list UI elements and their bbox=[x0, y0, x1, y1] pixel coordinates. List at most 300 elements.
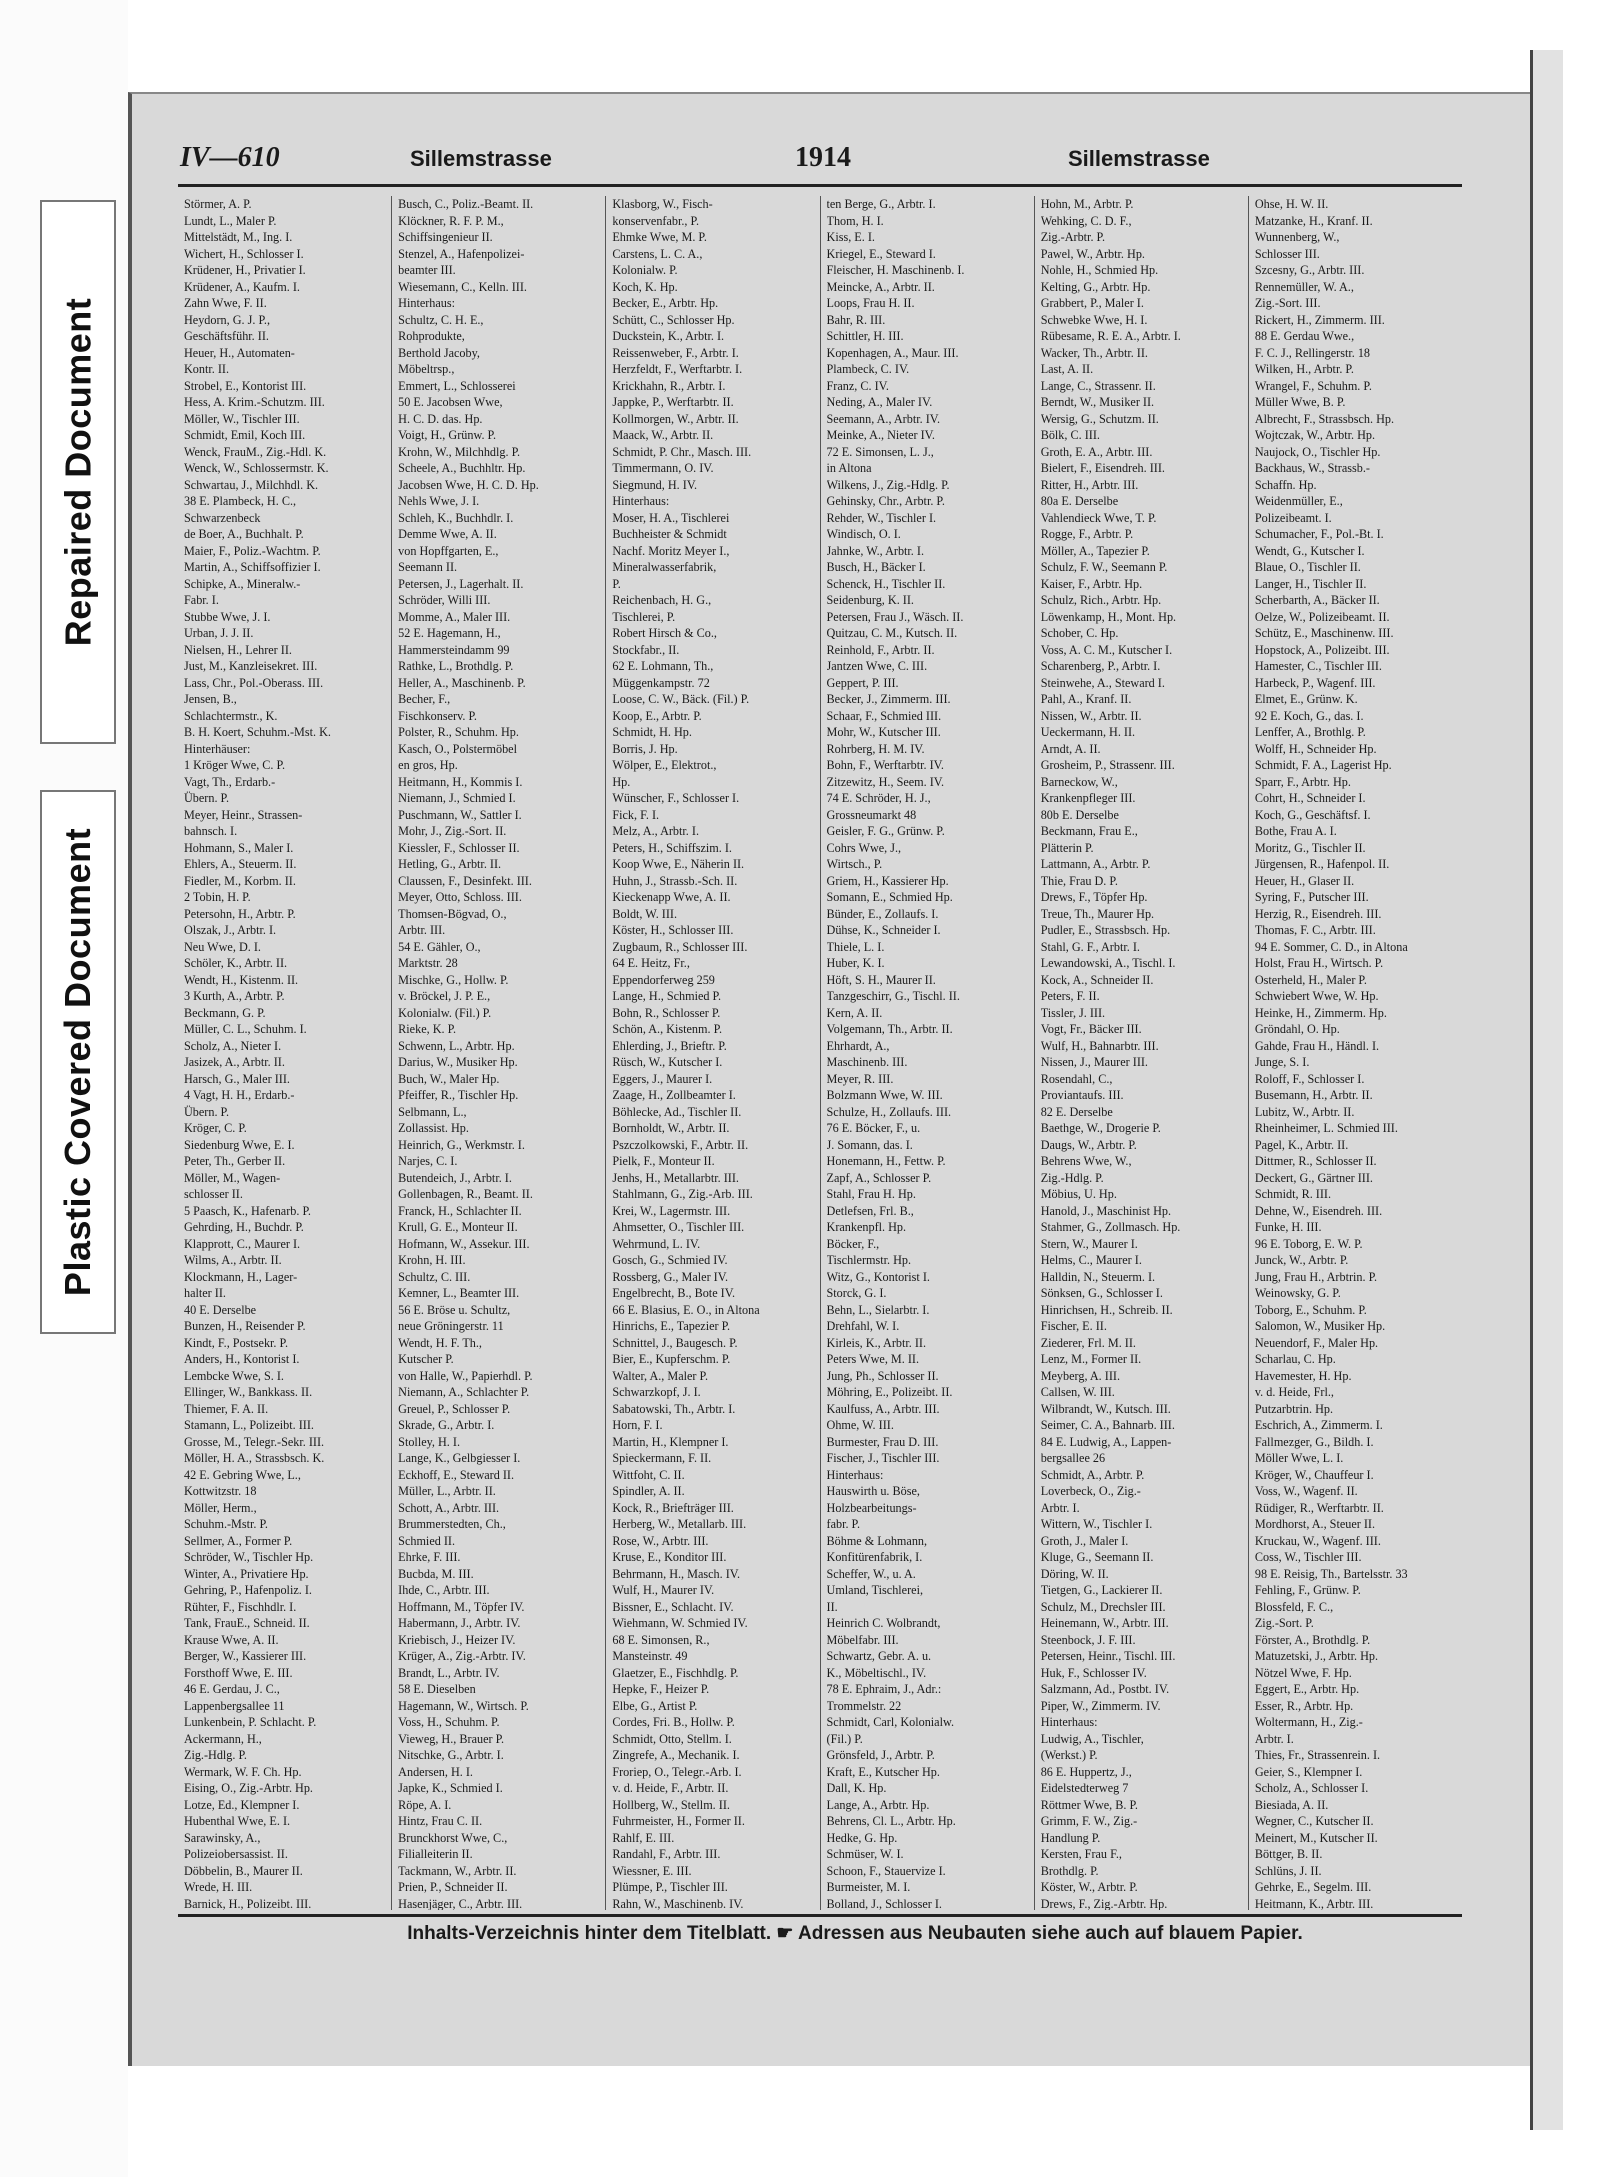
directory-entry: Scharenberg, P., Arbtr. I. bbox=[1040, 659, 1161, 673]
directory-entry: Thom, H. I. bbox=[826, 213, 884, 228]
directory-entry: Niemann, J., Schmied I. bbox=[398, 791, 516, 805]
directory-entry: Roloff, F., Schlosser I. bbox=[1254, 1071, 1365, 1086]
directory-entry: Schmidt, A., Arbtr. P. bbox=[1040, 1467, 1145, 1482]
directory-entry: Winter, A., Privatiere Hp. bbox=[184, 1566, 309, 1581]
directory-entry: Bothe, Frau A. I. bbox=[1254, 824, 1337, 838]
directory-entry: Lattmann, A., Arbtr. P. bbox=[1040, 857, 1151, 871]
directory-entry: Tank, FrauE., Schneid. II. bbox=[184, 1616, 310, 1630]
directory-entry: Rühter, F., Fischhdlr. I. bbox=[184, 1599, 297, 1614]
directory-entry: Schmidt, F. A., Lagerist Hp. bbox=[1254, 758, 1392, 772]
directory-entry: (Fil.) P. bbox=[826, 1731, 863, 1746]
directory-entry: Zapf, A., Schlosser P. bbox=[826, 1170, 932, 1185]
footer-rule bbox=[178, 1914, 1462, 1917]
directory-entry: Löwenkamp, H., Mont. Hp. bbox=[1040, 609, 1177, 624]
directory-entry: Mordhorst, A., Steuer II. bbox=[1254, 1517, 1376, 1531]
directory-entry: Schmidt, P. Chr., Masch. III. bbox=[612, 444, 752, 459]
directory-entry: Möbeltrsp., bbox=[398, 362, 455, 376]
directory-entry: Glaetzer, E., Fischhdlg. P. bbox=[612, 1665, 739, 1680]
directory-entry: von Hopffgarten, E., bbox=[398, 543, 499, 558]
directory-entry: Peters Wwe, M. II. bbox=[826, 1352, 920, 1366]
directory-entry: Fehling, F., Grünw. P. bbox=[1254, 1583, 1361, 1597]
directory-entry: Barnick, H., Polizeibt. III. bbox=[184, 1896, 312, 1910]
directory-entry: Behrens Wwe, W., bbox=[1040, 1154, 1132, 1168]
directory-entry: 54 E. Gähler, O., bbox=[398, 939, 481, 954]
directory-entry: Nehls Wwe, J. I. bbox=[398, 494, 480, 508]
directory-entry: Plambeck, C. IV. bbox=[826, 362, 910, 376]
directory-entry: Jung, Ph., Schlosser II. bbox=[826, 1368, 939, 1383]
directory-entry: Naujock, O., Tischler Hp. bbox=[1254, 444, 1381, 459]
directory-entry: Kock, R., Briefträger III. bbox=[612, 1500, 734, 1515]
directory-entry: Bünder, E., Zollaufs. I. bbox=[826, 906, 939, 921]
directory-entry: Stahl, Frau H. Hp. bbox=[826, 1187, 916, 1201]
directory-entry: Wulf, H., Maurer IV. bbox=[612, 1583, 715, 1597]
directory-entry: Kruckau, W., Wagenf. III. bbox=[1254, 1533, 1381, 1548]
directory-entry: Kruse, E., Konditor III. bbox=[612, 1550, 727, 1564]
directory-entry: Bunzen, H., Reisender P. bbox=[184, 1319, 306, 1333]
directory-entry: Meyer, Heinr., Strassen- bbox=[184, 807, 303, 822]
directory-entry: Rathke, L., Brothdlg. P. bbox=[398, 659, 514, 673]
directory-entry: Huk, F., Schlosser IV. bbox=[1040, 1665, 1147, 1680]
directory-entry: Weinowsky, G. P. bbox=[1254, 1286, 1341, 1300]
directory-entry: Ehrhardt, A., bbox=[826, 1038, 890, 1053]
directory-entry: Zig.-Hdlg. P. bbox=[184, 1748, 247, 1762]
directory-entry: Urban, J. J. II. bbox=[184, 626, 254, 640]
directory-entry: Köster, W., Arbtr. P. bbox=[1040, 1880, 1138, 1894]
directory-entry: Matzanke, H., Kranf. II. bbox=[1254, 213, 1373, 228]
directory-entry: Müggenkampstr. 72 bbox=[612, 675, 710, 690]
directory-entry: Anders, H., Kontorist I. bbox=[184, 1352, 300, 1366]
directory-entry: Osterheld, H., Maler P. bbox=[1254, 972, 1367, 987]
directory-entry: v. d. Heide, Frl., bbox=[1254, 1385, 1334, 1399]
directory-entry: Heydorn, G. J. P., bbox=[184, 312, 270, 327]
directory-entry: Bier, E., Kupferschm. P. bbox=[612, 1352, 731, 1366]
directory-entry: Stahmer, G., Zollmasch. Hp. bbox=[1040, 1220, 1181, 1234]
directory-entry: Möller Wwe, L. I. bbox=[1254, 1451, 1344, 1465]
directory-entry: Schwebke Wwe, H. I. bbox=[1040, 312, 1148, 327]
directory-entry: Bucbda, M. III. bbox=[398, 1566, 474, 1581]
directory-entry: Bolzmann Wwe, W. III. bbox=[826, 1088, 943, 1102]
directory-entry: Schwiebert Wwe, W. Hp. bbox=[1254, 989, 1379, 1003]
directory-entry: Krohn, H. III. bbox=[398, 1253, 466, 1267]
header-rule bbox=[178, 184, 1462, 187]
directory-entry: Japke, K., Schmied I. bbox=[398, 1781, 503, 1795]
directory-entry: Fick, F. I. bbox=[612, 807, 660, 822]
directory-entry: Berthold Jacoby, bbox=[398, 345, 480, 360]
directory-entry: Fleischer, H. Maschinenb. I. bbox=[826, 263, 965, 277]
directory-entry: Meyer, Otto, Schloss. III. bbox=[398, 890, 522, 904]
directory-entry: Klapprott, C., Maurer I. bbox=[184, 1236, 301, 1251]
directory-entry: Dühse, K., Schneider I. bbox=[826, 923, 941, 937]
directory-entry: Petersen, Frau J., Wäsch. II. bbox=[826, 609, 964, 624]
directory-entry: konservenfabr., P. bbox=[612, 213, 699, 228]
directory-entry: Hinrichs, E., Tapezier P. bbox=[612, 1319, 731, 1333]
plastic-covered-label bbox=[40, 790, 116, 1334]
directory-entry: Eckhoff, E., Steward II. bbox=[398, 1467, 515, 1482]
directory-entry: Möller, M., Wagen- bbox=[184, 1170, 281, 1185]
directory-entry: Wichert, H., Schlosser I. bbox=[184, 246, 304, 261]
directory-entry: Jensen, B., bbox=[184, 692, 237, 706]
directory-entry: Schlüns, J. II. bbox=[1254, 1863, 1322, 1878]
directory-entry: Pfeiffer, R., Tischler Hp. bbox=[398, 1088, 519, 1102]
directory-entry: Lange, C., Strassenr. II. bbox=[1040, 378, 1156, 393]
directory-entry: Döbbelin, B., Maurer II. bbox=[184, 1863, 303, 1878]
directory-entry: Sönksen, G., Schlosser I. bbox=[1040, 1286, 1163, 1300]
directory-entry: Schulze, H., Zollaufs. III. bbox=[826, 1104, 952, 1119]
directory-entry: Schmidt, H. Hp. bbox=[612, 725, 692, 739]
directory-entry: Hess, A. Krim.-Schutzm. III. bbox=[184, 395, 325, 409]
directory-entry: 84 E. Ludwig, A., Lappen- bbox=[1040, 1434, 1172, 1449]
directory-entry: Böhlecke, Ad., Tischler II. bbox=[612, 1104, 742, 1119]
directory-entry: Rahlf, E. III. bbox=[612, 1830, 675, 1845]
directory-entry: Polizeiobersassist. II. bbox=[184, 1847, 288, 1861]
directory-entry: Groth, E. A., Arbtr. III. bbox=[1040, 444, 1153, 459]
directory-entry: Tietgen, G., Lackierer II. bbox=[1040, 1583, 1163, 1597]
directory-entry: Vahlendieck Wwe, T. P. bbox=[1040, 510, 1157, 525]
directory-entry: Froriep, O., Telegr.-Arb. I. bbox=[612, 1764, 742, 1779]
directory-entry: 38 E. Plambeck, H. C., bbox=[184, 494, 297, 508]
directory-entry: Möller, Herm., bbox=[184, 1500, 257, 1515]
directory-entry: Duckstein, K., Arbtr. I. bbox=[612, 329, 725, 343]
directory-entry: Lembcke Wwe, S. I. bbox=[184, 1368, 284, 1383]
directory-entry: Brothdlg. P. bbox=[1040, 1863, 1099, 1878]
directory-entry: 62 E. Lohmann, Th., bbox=[612, 659, 714, 673]
directory-entry: 58 E. Dieselben bbox=[398, 1682, 476, 1696]
directory-entry: Stenzel, A., Hafenpolizei- bbox=[398, 246, 525, 261]
directory-entry: Loverbeck, O., Zig.- bbox=[1040, 1484, 1141, 1498]
directory-entry: Strobel, E., Kontorist III. bbox=[184, 378, 307, 393]
directory-entry: Wermark, W. F. Ch. Hp. bbox=[184, 1764, 302, 1779]
directory-entry: Becher, F., bbox=[398, 692, 451, 706]
directory-entry: Ellinger, W., Bankkass. II. bbox=[184, 1385, 313, 1399]
directory-entry: Blossfeld, F. C., bbox=[1254, 1599, 1334, 1614]
directory-entry: Fiedler, M., Korbm. II. bbox=[184, 873, 296, 888]
directory-entry: Demme Wwe, A. II. bbox=[398, 527, 497, 541]
directory-entry: Seemann II. bbox=[398, 560, 458, 574]
directory-entry: Wenck, W., Schlossermstr. K. bbox=[184, 461, 329, 475]
directory-entry: Prien, P., Schneider II. bbox=[398, 1880, 508, 1894]
directory-entry: bergsallee 26 bbox=[1040, 1451, 1106, 1465]
directory-entry: Toborg, E., Schuhm. P. bbox=[1254, 1302, 1367, 1317]
directory-entry: Darius, W., Musiker Hp. bbox=[398, 1055, 518, 1069]
directory-entry: Franck, H., Schlachter II. bbox=[398, 1203, 522, 1218]
directory-entry: Schmidt, Otto, Stellm. I. bbox=[612, 1731, 732, 1746]
directory-entry: schlosser II. bbox=[184, 1187, 243, 1201]
directory-entry: Schröder, Willi III. bbox=[398, 593, 491, 607]
directory-entry: Kelting, G., Arbtr. Hp. bbox=[1040, 279, 1151, 294]
directory-entry: Schaffn. Hp. bbox=[1254, 477, 1317, 492]
directory-entry: Röttmer Wwe, B. P. bbox=[1040, 1797, 1138, 1812]
directory-entry: Dehne, W., Eisendreh. III. bbox=[1254, 1203, 1383, 1218]
directory-entry: Kirleis, K., Arbtr. II. bbox=[826, 1335, 927, 1350]
directory-entry: Böcker, F., bbox=[826, 1236, 880, 1251]
directory-entry: Thies, Fr., Strassenrein. I. bbox=[1254, 1748, 1381, 1762]
directory-entry: Krüdener, A., Kaufm. I. bbox=[184, 279, 300, 294]
directory-entry: Martin, A., Schiffsoffizier I. bbox=[184, 560, 321, 574]
directory-entry: Zig.-Hdlg. P. bbox=[1040, 1170, 1104, 1185]
directory-entry: Bolland, J., Schlosser I. bbox=[826, 1896, 942, 1910]
directory-entry: Kluge, G., Seemann II. bbox=[1040, 1550, 1154, 1564]
directory-entry: Maack, W., Arbtr. II. bbox=[612, 428, 714, 442]
directory-entry: Grossneumarkt 48 bbox=[826, 807, 917, 822]
directory-entry: Thie, Frau D. P. bbox=[1040, 873, 1118, 888]
directory-entry: H. C. D. das. Hp. bbox=[398, 411, 483, 426]
directory-entry: Salzmann, Ad., Postbt. IV. bbox=[1040, 1682, 1170, 1696]
directory-entry: Wilkens, J., Zig.-Hdlg. P. bbox=[826, 477, 950, 492]
directory-entry: Wittfoht, C. II. bbox=[612, 1467, 685, 1482]
directory-entry: Grosheim, P., Strassenr. III. bbox=[1040, 758, 1175, 772]
directory-entry: Niemann, A., Schlachter P. bbox=[398, 1385, 530, 1399]
directory-entry: Kollmorgen, W., Arbtr. II. bbox=[612, 411, 739, 426]
directory-entry: Koop Wwe, E., Näherin II. bbox=[612, 857, 745, 871]
directory-entry: Zig.-Sort. III. bbox=[1254, 296, 1321, 310]
directory-entry: Ohse, H. W. II. bbox=[1254, 197, 1329, 211]
directory-entry: Narjes, C. I. bbox=[398, 1154, 458, 1168]
directory-entry: Arndt, A. II. bbox=[1040, 741, 1101, 756]
directory-entry: Rohrberg, H. M. IV. bbox=[826, 741, 925, 756]
directory-entry: Fischkonserv. P. bbox=[398, 708, 477, 723]
directory-entry: Claussen, F., Desinfekt. III. bbox=[398, 873, 532, 888]
directory-entry: Ehrke, F. III. bbox=[398, 1550, 461, 1564]
directory-entry: Lubitz, W., Arbtr. II. bbox=[1254, 1104, 1355, 1119]
directory-entry: 94 E. Sommer, C. D., in Altona bbox=[1254, 939, 1408, 954]
directory-entry: Schwarzkopf, J. I. bbox=[612, 1385, 701, 1399]
directory-entry: P. bbox=[612, 576, 621, 591]
directory-entry: Störmer, A. P. bbox=[184, 197, 252, 211]
directory-entry: Buch, W., Maler Hp. bbox=[398, 1071, 500, 1086]
directory-entry: Schröder, W., Tischler Hp. bbox=[184, 1550, 314, 1564]
directory-entry: Möhring, E., Polizeibt. II. bbox=[826, 1385, 953, 1399]
directory-entry: Ritter, H., Arbtr. III. bbox=[1040, 477, 1139, 492]
directory-entry: Ludwig, A., Tischler, bbox=[1040, 1731, 1144, 1746]
directory-entry: Cohrs Wwe, J., bbox=[826, 840, 902, 855]
directory-entry: Woltermann, H., Zig.- bbox=[1254, 1715, 1363, 1729]
directory-entry: Meinke, A., Nieter IV. bbox=[826, 428, 935, 442]
directory-entry: Lewandowski, A., Tischl. I. bbox=[1040, 956, 1176, 970]
directory-entry: Eising, O., Zig.-Arbtr. Hp. bbox=[184, 1781, 313, 1795]
directory-entry: Walter, A., Maler P. bbox=[612, 1368, 709, 1383]
directory-entry: Krohn, W., Milchhdlg. P. bbox=[398, 444, 521, 459]
directory-entry: Heinemann, W., Arbtr. III. bbox=[1040, 1616, 1169, 1630]
directory-entry: Lappenbergsallee 11 bbox=[184, 1698, 285, 1713]
directory-entry: Konfitürenfabrik, I. bbox=[826, 1550, 923, 1564]
directory-column-6 bbox=[1249, 196, 1462, 1910]
directory-entry: Zingrefe, A., Mechanik. I. bbox=[612, 1748, 740, 1762]
directory-entry: Randahl, F., Arbtr. III. bbox=[612, 1847, 721, 1861]
directory-entry: Möller, W., Tischler III. bbox=[184, 411, 300, 426]
directory-entry: Mineralwasserfabrik, bbox=[612, 560, 717, 574]
directory-entry: 68 E. Simonsen, R., bbox=[612, 1632, 710, 1647]
directory-entry: Schmidt, Emil, Koch III. bbox=[184, 428, 306, 442]
directory-entry: Lotze, Ed., Klempner I. bbox=[184, 1797, 300, 1812]
directory-entry: Detlefsen, Frl. B., bbox=[826, 1203, 914, 1218]
directory-entry: Wojtczak, W., Arbtr. Hp. bbox=[1254, 428, 1376, 442]
directory-entry: Seidenburg, K. II. bbox=[826, 593, 914, 607]
directory-entry: Lass, Chr., Pol.-Oberass. III. bbox=[184, 675, 324, 690]
directory-entry: Hintz, Frau C. II. bbox=[398, 1814, 483, 1828]
directory-entry: Wendt, G., Kutscher I. bbox=[1254, 543, 1365, 558]
directory-entry: Junge, S. I. bbox=[1254, 1055, 1310, 1069]
directory-entry: 56 E. Bröse u. Schultz, bbox=[398, 1302, 511, 1317]
directory-entry: Hetling, G., Arbtr. II. bbox=[398, 857, 502, 871]
directory-entry: Schulz, Rich., Arbtr. Hp. bbox=[1040, 593, 1162, 607]
directory-entry: Fischer, J., Tischler III. bbox=[826, 1451, 940, 1465]
directory-entry: Grosse, M., Telegr.-Sekr. III. bbox=[184, 1434, 325, 1449]
directory-entry: Dittmer, R., Schlosser II. bbox=[1254, 1154, 1377, 1168]
directory-entry: Kern, A. II. bbox=[826, 1005, 883, 1020]
directory-entry: Weidenmüller, E., bbox=[1254, 494, 1343, 508]
directory-entry: Hepke, F., Heizer P. bbox=[612, 1682, 710, 1696]
directory-entry: (Werkst.) P. bbox=[1040, 1748, 1098, 1762]
directory-entry: Hasenjäger, C., Arbtr. III. bbox=[398, 1896, 523, 1910]
directory-entry: Schwenn, L., Arbtr. Hp. bbox=[398, 1038, 515, 1053]
directory-entry: Just, M., Kanzleisekret. III. bbox=[184, 659, 318, 673]
directory-entry: Tackmann, W., Arbtr. II. bbox=[398, 1863, 517, 1878]
directory-entry: Sellmer, A., Former P. bbox=[184, 1533, 293, 1548]
directory-entry: Krickhahn, R., Arbtr. I. bbox=[612, 378, 726, 393]
directory-entry: Rohprodukte, bbox=[398, 329, 465, 343]
directory-entry: Olszak, J., Arbtr. I. bbox=[184, 923, 277, 937]
directory-entry: Schwartz, Gebr. A. u. bbox=[826, 1649, 932, 1663]
directory-entry: Ackermann, H., bbox=[184, 1731, 262, 1746]
directory-entry: Becker, E., Arbtr. Hp. bbox=[612, 296, 719, 310]
directory-entry: Meincke, A., Arbtr. II. bbox=[826, 279, 935, 294]
directory-entry: Arbtr. I. bbox=[1040, 1500, 1080, 1515]
directory-entry: Sabatowski, Th., Arbtr. I. bbox=[612, 1401, 736, 1416]
directory-entry: Schlachtermstr., K. bbox=[184, 708, 278, 723]
directory-entry: Proviantaufs. III. bbox=[1040, 1088, 1124, 1102]
directory-entry: Schöler, K., Arbtr. II. bbox=[184, 956, 288, 970]
directory-entry: K., Möbeltischl., IV. bbox=[826, 1665, 927, 1680]
directory-entry: 4 Vagt, H. H., Erdarb.- bbox=[184, 1088, 295, 1102]
directory-entry: F. C. J., Rellingerstr. 18 bbox=[1254, 345, 1371, 360]
directory-entry: Hinterhaus: bbox=[398, 296, 456, 310]
directory-column-4 bbox=[821, 196, 1035, 1910]
directory-entry: Kieckenapp Wwe, A. II. bbox=[612, 890, 731, 904]
directory-entry: halter II. bbox=[184, 1286, 226, 1300]
directory-column-5 bbox=[1035, 196, 1249, 1910]
directory-entry: Fallmezger, G., Bildh. I. bbox=[1254, 1434, 1374, 1449]
directory-entry: Klöckner, R. F. P. M., bbox=[398, 213, 504, 228]
directory-entry: Piper, W., Zimmerm. IV. bbox=[1040, 1698, 1161, 1713]
directory-entry: Oelze, W., Polizeibeamt. II. bbox=[1254, 609, 1390, 624]
directory-entry: Drews, F., Zig.-Arbtr. Hp. bbox=[1040, 1896, 1168, 1910]
directory-entry: Rickert, H., Zimmerm. III. bbox=[1254, 312, 1385, 327]
directory-entry: Lenffer, A., Brothlg. P. bbox=[1254, 725, 1366, 739]
year: 1914 bbox=[795, 142, 851, 173]
directory-entry: Robert Hirsch & Co., bbox=[612, 626, 717, 640]
directory-entry: Möbelfabr. III. bbox=[826, 1632, 899, 1647]
directory-entry: Windisch, O. I. bbox=[826, 527, 901, 541]
directory-entry: Rehder, W., Tischler I. bbox=[826, 510, 937, 525]
directory-entry: Voss, W., Wagenf. II. bbox=[1254, 1484, 1358, 1498]
directory-entry: Nissen, W., Arbtr. II. bbox=[1040, 708, 1142, 723]
directory-entry: Gollenbagen, R., Beamt. II. bbox=[398, 1187, 533, 1201]
directory-entry: Koop, E., Arbtr. P. bbox=[612, 708, 702, 723]
directory-entry: Wacker, Th., Arbtr. II. bbox=[1040, 345, 1148, 360]
directory-entry: Stern, W., Maurer I. bbox=[1040, 1236, 1138, 1251]
directory-entry: Hofmann, W., Assekur. III. bbox=[398, 1236, 530, 1251]
directory-entry: Schoon, F., Stauervize I. bbox=[826, 1863, 946, 1878]
directory-entry: Wrede, H. III. bbox=[184, 1880, 253, 1894]
directory-entry: Kindt, F., Postsekr. P. bbox=[184, 1335, 288, 1350]
directory-entry: Beckmann, Frau E., bbox=[1040, 824, 1138, 838]
directory-entry: Heuer, H., Glaser II. bbox=[1254, 873, 1355, 888]
directory-entry: Krei, W., Lagermstr. III. bbox=[612, 1203, 731, 1218]
directory-entry: v. d. Heide, F., Arbtr. II. bbox=[612, 1781, 729, 1795]
repaired-document-text: Repaired Document bbox=[57, 297, 99, 647]
directory-entry: Callsen, W. III. bbox=[1040, 1385, 1115, 1399]
directory-entry: Sparr, F., Arbtr. Hp. bbox=[1254, 774, 1351, 789]
directory-entry: Pagel, K., Arbtr. II. bbox=[1254, 1137, 1349, 1152]
directory-entry: Reissenweber, F., Arbtr. I. bbox=[612, 345, 739, 360]
directory-entry: Wersig, G., Schutzm. II. bbox=[1040, 411, 1159, 426]
directory-entry: Jappke, P., Werftarbtr. II. bbox=[612, 395, 734, 409]
directory-entry: Schaar, F., Schmied III. bbox=[826, 708, 942, 723]
directory-entry: v. Bröckel, J. P. E., bbox=[398, 989, 491, 1003]
directory-entry: Wehking, C. D. F., bbox=[1040, 213, 1132, 228]
next-page-edge bbox=[1530, 50, 1563, 2130]
directory-entry: Rossberg, G., Maler IV. bbox=[612, 1269, 729, 1284]
directory-entry: Syring, F., Putscher III. bbox=[1254, 890, 1369, 904]
directory-entry: Scheffer, W., u. A. bbox=[826, 1566, 916, 1581]
directory-entry: Mohr, W., Kutscher III. bbox=[826, 725, 941, 739]
directory-entry: Seimer, C. A., Bahnarb. III. bbox=[1040, 1418, 1175, 1432]
directory-entry: Heuer, H., Automaten- bbox=[184, 345, 295, 360]
directory-entry: Harbeck, P., Wagenf. III. bbox=[1254, 675, 1376, 690]
directory-entry: Dall, K. Hp. bbox=[826, 1781, 887, 1795]
directory-entry: Umland, Tischlerei, bbox=[826, 1583, 923, 1597]
directory-entry: Arbtr. III. bbox=[398, 923, 446, 937]
directory-entry: B. H. Koert, Schuhm.-Mst. K. bbox=[184, 725, 331, 739]
directory-entry: Burmester, Frau D. III. bbox=[826, 1434, 939, 1449]
directory-entry: Zig.-Arbtr. P. bbox=[1040, 230, 1106, 244]
directory-entry: Zollassist. Hp. bbox=[398, 1121, 469, 1135]
directory-entry: Wiehmann, W. Schmied IV. bbox=[612, 1616, 748, 1630]
directory-entry: Thiele, L. I. bbox=[826, 939, 885, 954]
directory-entry: Ziederer, Frl. M. II. bbox=[1040, 1335, 1136, 1350]
directory-entry: Thiemer, F. A. II. bbox=[184, 1401, 269, 1416]
directory-entry: Ohme, W. III. bbox=[826, 1418, 894, 1432]
directory-entry: Schulz, M., Drechsler III. bbox=[1040, 1599, 1166, 1614]
directory-entry: 76 E. Böcker, F., u. bbox=[826, 1121, 921, 1135]
directory-entry: Nitschke, G., Arbtr. I. bbox=[398, 1748, 504, 1762]
directory-entry: Heinrich C. Wolbrandt, bbox=[826, 1616, 941, 1630]
directory-entry: Kröger, C. P. bbox=[184, 1121, 247, 1135]
directory-entry: Stahlmann, G., Zig.-Arb. III. bbox=[612, 1187, 753, 1201]
footer-note: Inhalts-Verzeichnis hinter dem Titelblatt. ☛ Adressen aus Neubauten siehe auch auf blauem Papier. bbox=[407, 1923, 1303, 1944]
directory-entry: Grabbert, P., Maler I. bbox=[1040, 296, 1144, 310]
directory-entry: Müller, L., Arbtr. II. bbox=[398, 1484, 496, 1498]
directory-entry: Hoffmann, M., Töpfer IV. bbox=[398, 1599, 525, 1614]
directory-entry: Vogt, Fr., Bäcker III. bbox=[1040, 1022, 1142, 1036]
directory-entry: Zaage, H., Zollbeamter I. bbox=[612, 1088, 736, 1102]
directory-entry: Scharlau, C. Hp. bbox=[1254, 1352, 1336, 1366]
directory-entry: Moritz, G., Tischler II. bbox=[1254, 840, 1366, 855]
directory-entry: Esser, R., Arbtr. Hp. bbox=[1254, 1698, 1354, 1713]
directory-entry: Petersohn, H., Arbtr. P. bbox=[184, 906, 296, 921]
directory-entry: Hagemann, W., Wirtsch. P. bbox=[398, 1698, 529, 1713]
directory-entry: Schulz, F. W., Seemann P. bbox=[1040, 560, 1168, 574]
directory-entry: Kriebisch, J., Heizer IV. bbox=[398, 1632, 516, 1647]
directory-entry: Becker, J., Zimmerm. III. bbox=[826, 692, 951, 706]
directory-entry: Horn, F. I. bbox=[612, 1418, 663, 1432]
directory-entry: Schmüser, W. I. bbox=[826, 1847, 904, 1861]
directory-columns bbox=[178, 196, 1462, 1910]
directory-entry: Huber, K. I. bbox=[826, 956, 885, 970]
directory-entry: in Altona bbox=[826, 461, 872, 475]
directory-entry: Wunnenberg, W., bbox=[1254, 230, 1340, 244]
directory-entry: 98 E. Reisig, Th., Bartelsstr. 33 bbox=[1254, 1566, 1408, 1581]
